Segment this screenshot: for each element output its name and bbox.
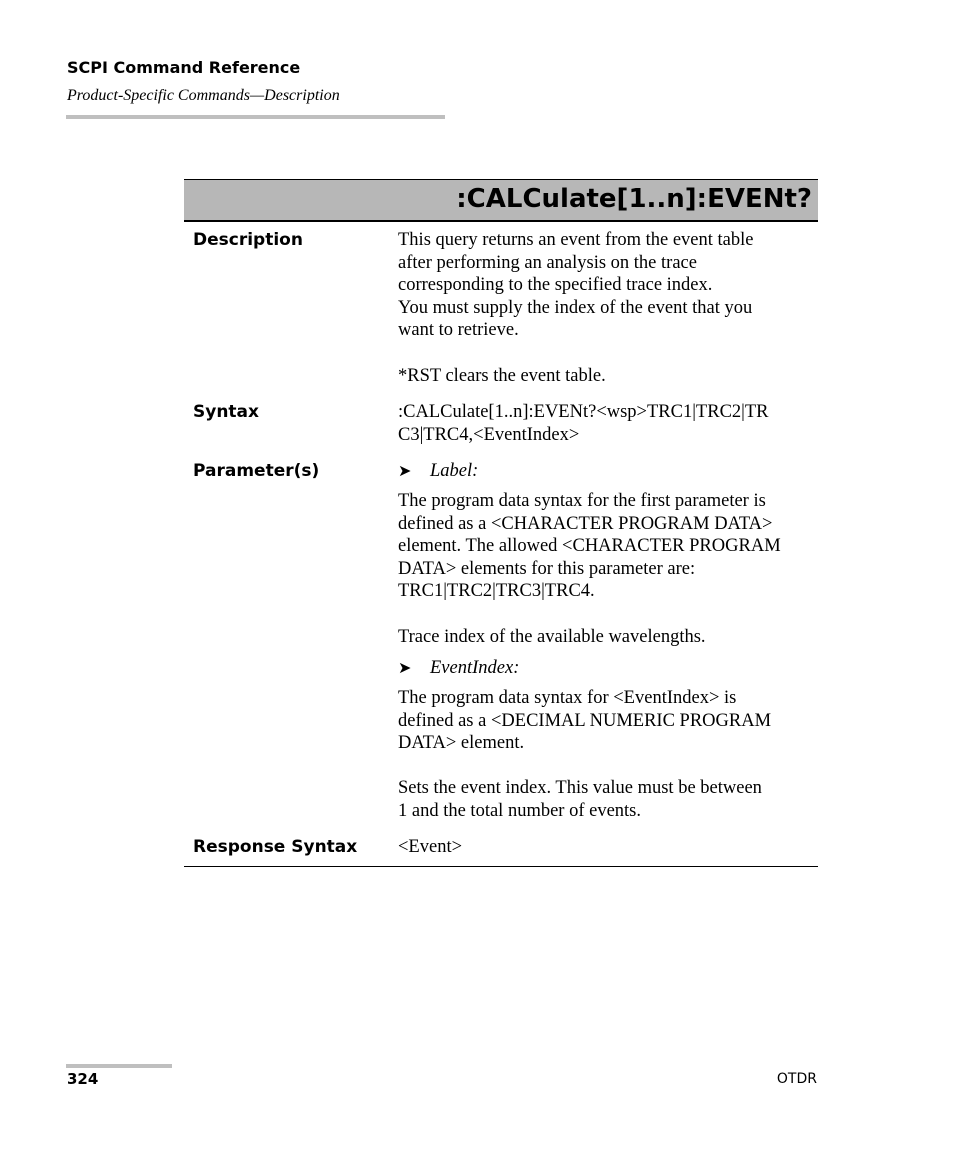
parameter-name: EventIndex:	[430, 658, 520, 678]
parameter-eventindex-block	[398, 657, 818, 681]
syntax-line: C3|TRC4,<EventIndex>	[398, 424, 580, 445]
parameter-name: Label:	[430, 461, 479, 481]
text-line: defined as a <CHARACTER PROGRAM DATA>	[398, 513, 773, 534]
syntax-line: :CALCulate[1..n]:EVENt?<wsp>TRC1|TRC2|TR	[398, 402, 769, 422]
parameter-bullet	[398, 657, 818, 681]
response-syntax-label: Response Syntax	[193, 837, 358, 857]
table-bottom-rule	[184, 866, 818, 867]
text-line: defined as a <DECIMAL NUMERIC PROGRAM	[398, 710, 772, 731]
parameter-label-block	[398, 460, 818, 484]
text-line: 1 and the total number of events.	[398, 800, 642, 821]
parameters-label: Parameter(s)	[193, 461, 320, 481]
header-rule	[66, 115, 445, 119]
parameter-bullet	[398, 460, 818, 484]
running-header-title: SCPI Command Reference	[67, 58, 301, 77]
parameter-label-description	[398, 490, 818, 648]
text-line: The program data syntax for <EventIndex> is	[398, 688, 737, 708]
parameter-note: Trace index of the available wavelengths.	[398, 626, 706, 647]
text-line: corresponding to the specified trace index.	[398, 275, 713, 296]
command-title: :CALCulate[1..n]:EVENt?	[456, 184, 812, 214]
description-value	[398, 229, 818, 387]
syntax-label: Syntax	[193, 402, 259, 422]
response-syntax-value: <Event>	[398, 837, 463, 857]
description-note: *RST clears the event table.	[398, 365, 606, 386]
text-line: You must supply the index of the event that you	[398, 297, 753, 318]
running-header-subtitle: Product-Specific Commands—Description	[67, 87, 340, 104]
command-title-bar	[184, 179, 818, 222]
text-line: want to retrieve.	[398, 320, 519, 341]
text-line: This query returns an event from the event table	[398, 230, 754, 250]
text-line: after performing an analysis on the trace	[398, 252, 697, 273]
product-name: OTDR	[776, 1071, 817, 1087]
text-line: element. The allowed <CHARACTER PROGRAM	[398, 536, 781, 557]
parameter-eventindex-description	[398, 687, 818, 823]
text-line: DATA> elements for this parameter are:	[398, 558, 696, 579]
footer-rule	[66, 1064, 172, 1068]
description-label: Description	[193, 230, 303, 250]
text-line: DATA> element.	[398, 733, 525, 754]
syntax-value	[398, 401, 818, 446]
arrowhead-right-icon: ➤	[398, 660, 412, 677]
text-line: TRC1|TRC2|TRC3|TRC4.	[398, 581, 595, 602]
arrowhead-right-icon: ➤	[398, 463, 412, 480]
text-line: The program data syntax for the first parameter is	[398, 491, 766, 511]
page-number: 324	[67, 1070, 99, 1088]
text-line: Sets the event index. This value must be between	[398, 778, 762, 799]
